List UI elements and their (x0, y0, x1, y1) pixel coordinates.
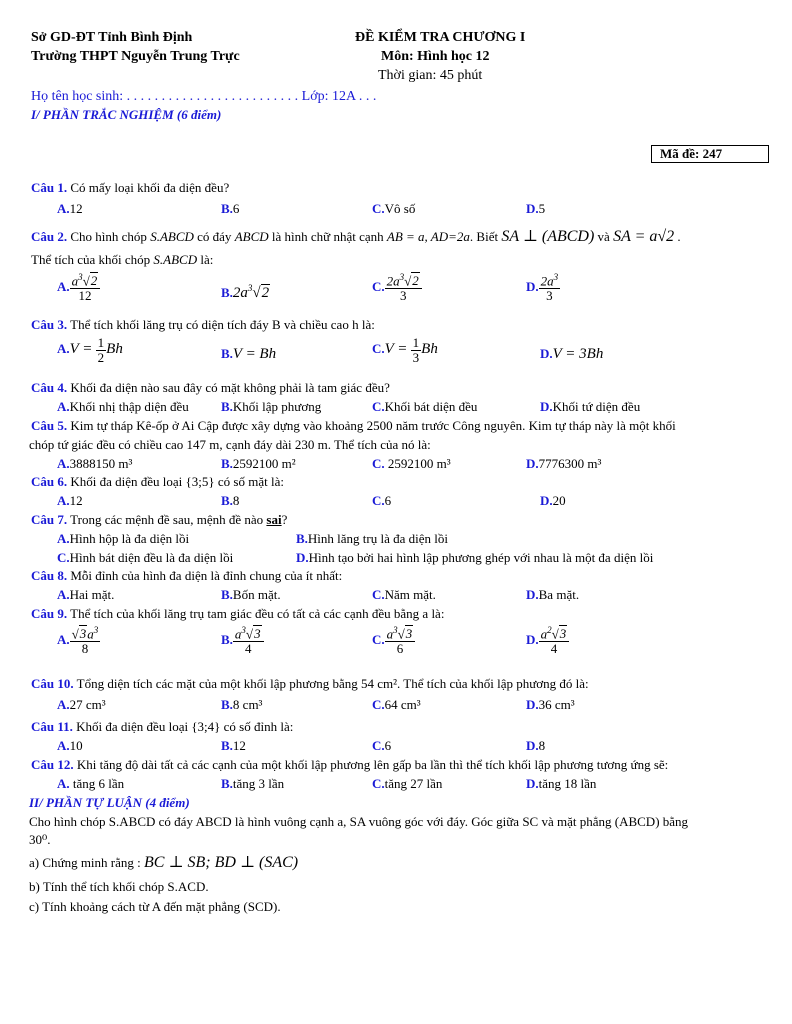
q8-option-b[interactable]: B.Bốn mặt. (221, 587, 281, 602)
q9-option-b[interactable]: B. $\frac{a^3√3}{4}$ (221, 626, 264, 656)
question-number: Câu 1. (31, 180, 68, 195)
q2-option-b[interactable]: $B.2a^3√2$ (221, 283, 270, 301)
q12-option-c[interactable]: C.tăng 27 lần (372, 776, 443, 791)
essay-part-a: a) Chứng minh rằng : BC ⊥ SB; BD ⊥ (SAC) (29, 854, 299, 871)
q4-option-d[interactable]: D.Khối tứ diện đều (540, 399, 641, 414)
q9-option-d[interactable]: D. $\frac{a^2√3}{4}$ (526, 626, 569, 656)
q9-option-a[interactable]: A. $\frac{√3a^3}{8}$ (57, 625, 99, 656)
keyword-sai: sai (266, 512, 282, 527)
question-12: Câu 12. Khi tăng độ dài tất cả các cạnh của một khối lập phương lên gấp ba lần thì thể tích khối lập phương tương ứng sẽ: (31, 757, 669, 772)
exam-time: Thời gian: 45 phút (378, 68, 483, 83)
q5-option-b[interactable]: B.2592100 m² (221, 456, 296, 471)
q1-option-c[interactable]: C.Vô số (372, 201, 416, 216)
q10-option-b[interactable]: B.8 cm³ (221, 697, 263, 712)
question-5-line2: chóp tứ giác đều có chiều cao 147 m, cạnh đáy dài 230 m. Thể tích của nó là: (29, 437, 431, 452)
question-3: Câu 3. Thể tích khối lăng trụ có diện tích đáy B và chiều cao h là: (31, 317, 375, 332)
q12-option-b[interactable]: B.tăng 3 lần (221, 776, 285, 791)
question-2-line2: Thể tích của khối chóp S.ABCD là: (31, 252, 214, 267)
question-10: Câu 10. Tổng diện tích các mặt của một khối lập phương bằng 54 cm². Thể tích của khối lập phương đó là: (31, 676, 589, 691)
q12-option-d[interactable]: D.tăng 18 lần (526, 776, 597, 791)
q6-option-a[interactable]: A.12 (57, 493, 83, 508)
school: Trường THPT Nguyễn Trung Trực (31, 49, 240, 64)
essay-prompt-angle: 30⁰. (29, 832, 51, 847)
q3-option-d[interactable]: D.V = 3Bh (540, 346, 604, 362)
q2-option-d[interactable]: D. $\frac{2a^3}{3}$ (526, 272, 559, 303)
q11-option-a[interactable]: A.10 (57, 738, 83, 753)
q11-option-c[interactable]: C.6 (372, 738, 392, 753)
essay-prompt: Cho hình chóp S.ABCD có đáy ABCD là hình vuông cạnh a, SA vuông góc với đáy. Góc giữa SC và mặt phẳng (ABCD) bằng (29, 814, 689, 829)
q8-option-a[interactable]: A.Hai mặt. (57, 587, 115, 602)
q9-option-c[interactable]: C. $\frac{a^3√3}{6}$ (372, 626, 415, 656)
q4-option-b[interactable]: B.Khối lập phương (221, 399, 322, 414)
department: Sở GD-ĐT Tỉnh Bình Định (31, 30, 193, 45)
q7-option-a[interactable]: A.Hình hộp là đa diện lồi (57, 531, 190, 546)
q12-option-a[interactable]: A. tăng 6 lần (57, 776, 125, 791)
q11-option-d[interactable]: D.8 (526, 738, 546, 753)
question-1 (31, 180, 229, 196)
q3-option-b[interactable]: B.V = Bh (221, 346, 277, 362)
question-7: Câu 7. Trong các mệnh đề sau, mệnh đề nào sai? (31, 512, 288, 527)
question-text: Có mấy loại khối đa diện đều? (70, 180, 230, 195)
exam-title: ĐỀ KIỂM TRA CHƯƠNG I (355, 30, 526, 45)
section1-title: I/ PHẦN TRẮC NGHIỆM (6 điểm) (31, 107, 222, 122)
question-6: Câu 6. Khối đa diện đều loại {3;5} có số mặt là: (31, 474, 284, 489)
q1-option-b[interactable]: B.6 (221, 201, 240, 216)
q2-option-c[interactable]: C. $\frac{2a^3√2}{3}$ (372, 273, 422, 303)
question-9: Câu 9. Thể tích của khối lăng trụ tam giác đều có tất cả các cạnh đều bằng a là: (31, 606, 445, 621)
q4-option-a[interactable]: A.Khối nhị thập diện đều (57, 399, 189, 414)
q5-option-a[interactable]: A.3888150 m³ (57, 456, 133, 471)
q8-option-c[interactable]: C.Năm mặt. (372, 587, 436, 602)
question-11: Câu 11. Khối đa diện đều loại {3;4} có số đỉnh là: (31, 719, 294, 734)
q11-option-b[interactable]: B.12 (221, 738, 246, 753)
essay-part-b: b) Tính thể tích khối chóp S.ACD. (29, 879, 209, 894)
question-8: Câu 8. Mỗi đỉnh của hình đa diện là đỉnh chung của ít nhất: (31, 568, 343, 583)
q2-option-a[interactable]: A. $\frac{a^3√2}{12}$ (57, 273, 100, 303)
q6-option-b[interactable]: B.8 (221, 493, 240, 508)
question-4: Câu 4. Khối đa diện nào sau đây có mặt không phải là tam giác đều? (31, 380, 390, 395)
q8-option-d[interactable]: D.Ba mặt. (526, 587, 580, 602)
q5-option-c[interactable]: C. 2592100 m³ (372, 456, 451, 471)
q3-option-c[interactable]: C.V = $\frac{1}{3}$ Bh (372, 335, 438, 365)
q3-option-a[interactable]: A.V = $\frac{1}{2}$ Bh (57, 335, 123, 365)
question-2: Câu 2. Cho hình chóp S.ABCD có đáy ABCD là hình chữ nhật cạnh AB = a, AD=2a. Biết SA ⊥ (ABCD) và SA = a√2 . (31, 228, 681, 245)
q6-option-d[interactable]: D.20 (540, 493, 566, 508)
question-5: Câu 5. Kim tự tháp Kê-ốp ở Ai Cập được xây dựng vào khoảng 2500 năm trước Công nguyên. Kim tự tháp này là một khối (31, 418, 676, 433)
q6-option-c[interactable]: C.6 (372, 493, 392, 508)
q7-option-d[interactable]: D.Hình tạo bởi hai hình lập phương ghép với nhau là một đa diện lồi (296, 550, 654, 565)
q10-option-c[interactable]: C.64 cm³ (372, 697, 421, 712)
q7-option-c[interactable]: C.Hình bát diện đều là đa diện lồi (57, 550, 234, 565)
q4-option-c[interactable]: C.Khối bát diện đều (372, 399, 478, 414)
q1-option-d[interactable]: D.5 (526, 201, 546, 216)
q7-option-b[interactable]: B.Hình lăng trụ là đa diện lồi (296, 531, 449, 546)
q5-option-d[interactable]: D.7776300 m³ (526, 456, 602, 471)
section2-title: II/ PHẦN TỰ LUẬN (4 điểm) (29, 795, 190, 810)
student-line: Họ tên học sinh: . . . . . . . . . . . . . . . . . . . . . . . . . Lớp: 12A . . . (31, 89, 377, 104)
subject: Môn: Hình học 12 (381, 49, 490, 64)
exam-code-box: Mã đề: 247 (651, 145, 769, 163)
q10-option-a[interactable]: A.27 cm³ (57, 697, 106, 712)
q10-option-d[interactable]: D.36 cm³ (526, 697, 575, 712)
essay-part-c: c) Tính khoảng cách từ A đến mặt phẳng (SCD). (29, 899, 281, 914)
q1-option-a[interactable]: A.12 (57, 201, 83, 216)
